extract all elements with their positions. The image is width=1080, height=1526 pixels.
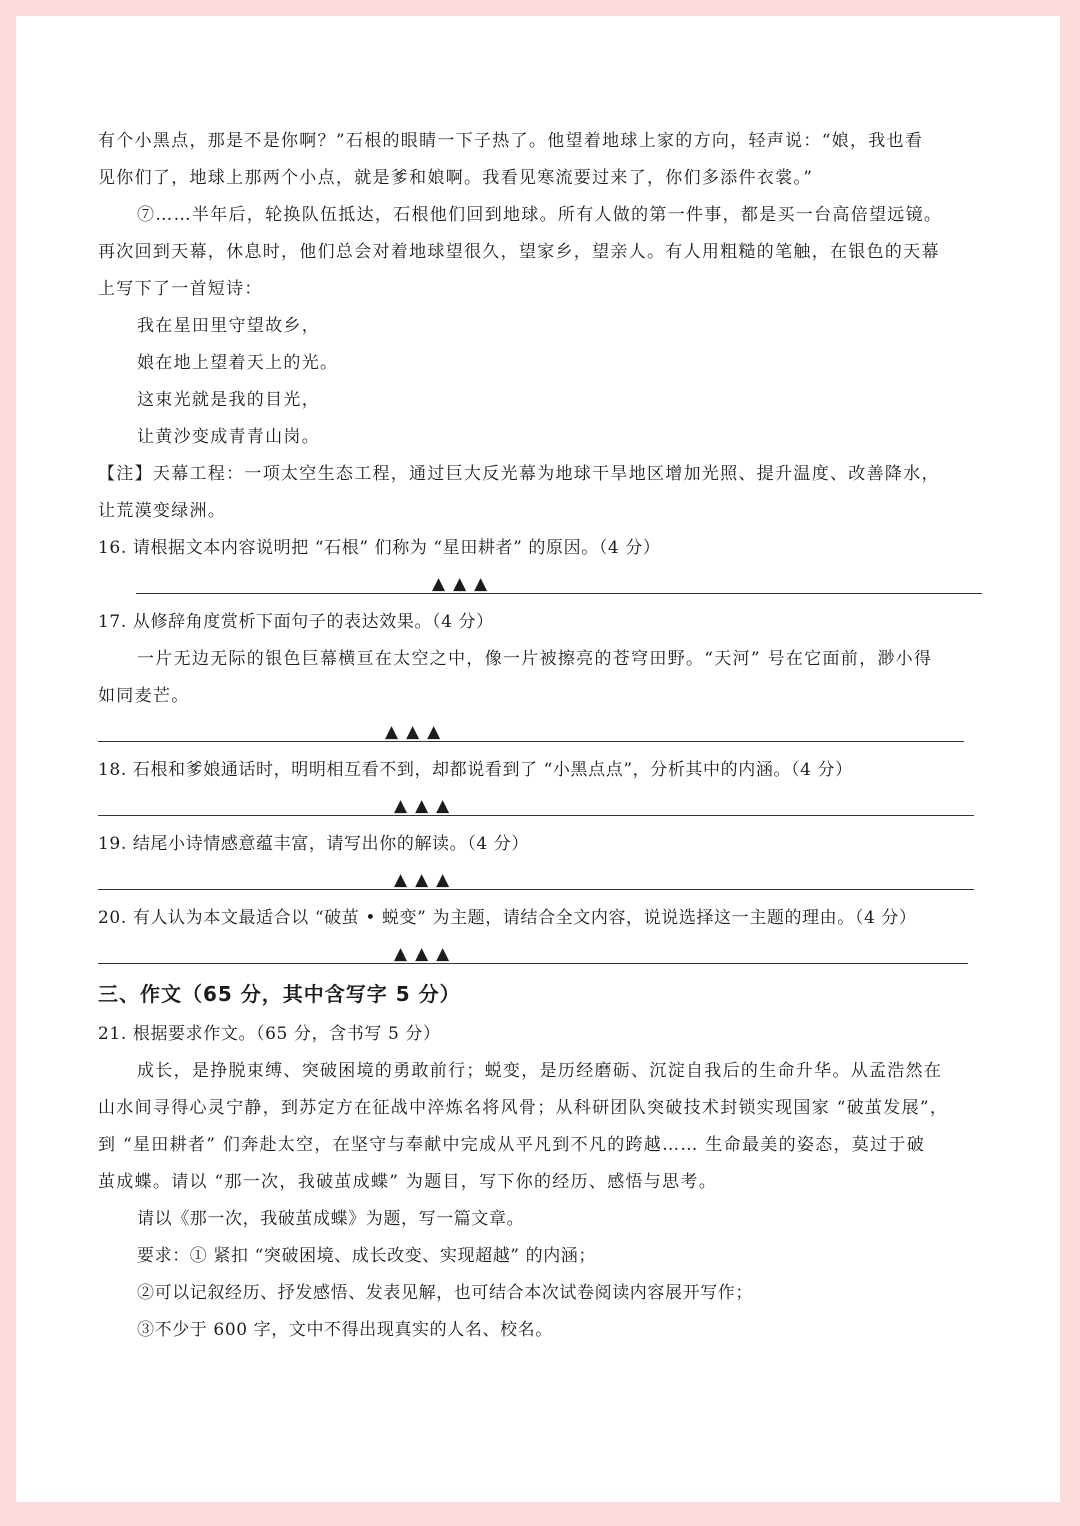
- prompt-line: 成长，是挣脱束缚、突破困境的勇敢前行；蜕变，是历经磨砺、沉淀自我后的生命升华。从孟浩然在: [137, 1061, 943, 1081]
- question-18: 18. 石根和爹娘通话时，明明相互看不到，却都说看到了 “小黑点点”，分析其中的内涵。（4 分）: [98, 760, 853, 780]
- question-17: 17. 从修辞角度赏析下面句子的表达效果。（4 分）: [98, 612, 494, 632]
- question-19: 19. 结尾小诗情感意蕴丰富，请写出你的解读。（4 分）: [98, 834, 529, 854]
- question-20: 20. 有人认为本文最适合以 “破茧 • 蜕变” 为主题，请结合全文内容，说说选择这一主题的理由。（4 分）: [98, 908, 917, 928]
- poem-line: 让黄沙变成青青山岗。: [137, 427, 320, 447]
- question-16: 16. 请根据文本内容说明把 “石根” 们称为 “星田耕者” 的原因。（4 分）: [98, 538, 661, 558]
- answer-marks: ▲▲▲: [394, 796, 458, 816]
- answer-line[interactable]: [98, 889, 974, 890]
- prompt-line: 到 “星田耕者” 们奔赴太空，在坚守与奉献中完成从平凡到不凡的跨越…… 生命最美的姿态，莫过于破: [98, 1135, 925, 1155]
- answer-line[interactable]: [98, 815, 974, 816]
- prompt-line: 山水间寻得心灵宁静，到苏定方在征战中淬炼名将风骨；从科研团队突破技术封锁实现国家 “破茧发展”，: [98, 1098, 949, 1118]
- answer-line[interactable]: [98, 963, 968, 964]
- poem-line: 我在星田里守望故乡，: [137, 316, 320, 336]
- requirement-3: ③不少于 600 字，文中不得出现真实的人名、校名。: [137, 1320, 553, 1340]
- answer-marks: ▲▲▲: [432, 574, 496, 594]
- poem-line: 这束光就是我的目光，: [137, 390, 320, 410]
- answer-marks: ▲▲▲: [394, 944, 458, 964]
- prompt-instruction: 请以《那一次，我破茧成蝶》为题，写一篇文章。: [137, 1209, 525, 1229]
- passage-line: 有个小黑点，那是不是你啊？”石根的眼睛一下子热了。他望着地球上家的方向，轻声说：“娘，我也看: [98, 131, 924, 151]
- question-17-quote: 一片无边无际的银色巨幕横亘在太空之中，像一片被擦亮的苍穹田野。“天河” 号在它面前，渺小得: [137, 649, 933, 669]
- answer-line[interactable]: [136, 593, 982, 594]
- passage-line: ⑦……半年后，轮换队伍抵达，石根他们回到地球。所有人做的第一件事，都是买一台高倍望远镜。: [137, 205, 943, 225]
- answer-marks: ▲▲▲: [394, 870, 458, 890]
- answer-line[interactable]: [98, 741, 964, 742]
- question-17-quote: 如同麦芒。: [98, 686, 190, 706]
- answer-marks: ▲▲▲: [385, 722, 449, 742]
- footnote: 【注】天幕工程：一项太空生态工程，通过巨大反光幕为地球干旱地区增加光照、提升温度、改善降水，: [98, 464, 940, 484]
- passage-line: 再次回到天幕，休息时，他们总会对着地球望很久，望家乡，望亲人。有人用粗糙的笔触，在银色的天幕: [98, 242, 940, 262]
- footnote: 让荒漠变绿洲。: [98, 501, 227, 521]
- passage-line: 见你们了，地球上那两个小点，就是爹和娘啊。我看见寒流要过来了，你们多添件衣裳。”: [98, 168, 814, 188]
- section-title: 三、作文（65 分，其中含写字 5 分）: [98, 982, 461, 1006]
- requirement-1: 要求：① 紧扣 “突破困境、成长改变、实现超越” 的内涵；: [137, 1246, 596, 1266]
- question-21: 21. 根据要求作文。（65 分，含书写 5 分）: [98, 1024, 441, 1044]
- prompt-line: 茧成蝶。请以 “那一次，我破茧成蝶” 为题目，写下你的经历、感悟与思考。: [98, 1172, 717, 1192]
- poem-line: 娘在地上望着天上的光。: [137, 353, 339, 373]
- passage-line: 上写下了一首短诗：: [98, 279, 263, 299]
- requirement-2: ②可以记叙经历、抒发感悟、发表见解，也可结合本次试卷阅读内容展开写作；: [137, 1283, 753, 1303]
